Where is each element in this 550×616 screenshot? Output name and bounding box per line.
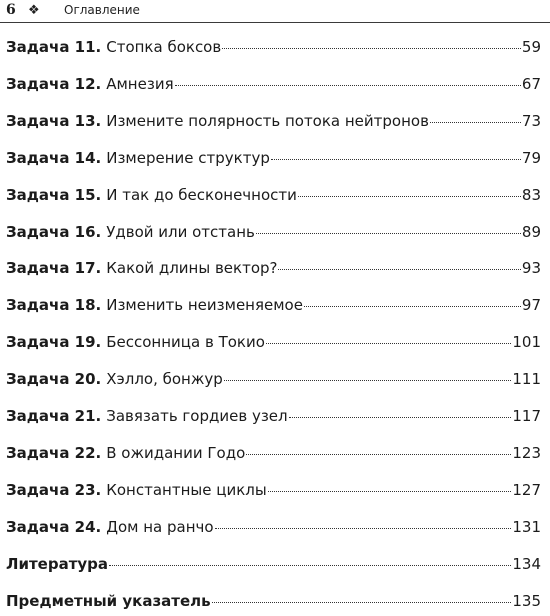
toc-entry-page: 97 (521, 296, 541, 315)
toc-entry[interactable] (6, 75, 541, 97)
dot-leader (224, 379, 512, 381)
toc-entry[interactable] (6, 259, 541, 281)
toc-entry[interactable] (6, 481, 541, 503)
dot-leader (222, 47, 521, 49)
toc-entry-title: Стопка боксов (106, 38, 222, 56)
toc-entry-label: Задача 19. (6, 333, 102, 352)
toc-entry-title: Завязать гордиев узел (106, 407, 288, 425)
toc-entry-label: Задача 14. (6, 148, 102, 167)
toc-entry-label: Задача 23. (6, 480, 102, 499)
dot-leader (271, 158, 521, 160)
toc-entry[interactable] (6, 555, 541, 577)
toc-entry-label: Предметный указатель (6, 591, 211, 610)
ornament-icon: ❖ (28, 2, 40, 18)
toc-entry-page: 89 (521, 222, 541, 241)
toc-entry-page: 79 (521, 148, 541, 167)
toc-entry-page: 123 (512, 443, 541, 462)
toc-entry-label: Задача 17. (6, 259, 102, 278)
dot-leader (175, 84, 521, 86)
header-rule (0, 22, 550, 23)
toc-entry[interactable] (6, 186, 541, 208)
toc-entry[interactable] (6, 444, 541, 466)
toc-entry[interactable] (6, 370, 541, 392)
toc-entry-page: 83 (521, 185, 541, 204)
toc-entry[interactable] (6, 112, 541, 134)
toc-entry-label: Задача 20. (6, 370, 102, 389)
toc-entry-title: Измерение структур (106, 148, 270, 167)
toc-entry-page: 135 (512, 591, 541, 610)
toc-entry-title: Константные циклы (106, 480, 267, 499)
toc-entry[interactable] (6, 407, 541, 429)
dot-leader (266, 342, 511, 344)
toc-entry-label: Задача 12. (6, 74, 102, 93)
toc-entry-page: 59 (521, 38, 541, 56)
toc-entry-label: Задача 18. (6, 296, 102, 315)
toc-entry-title: Какой длины вектор? (106, 259, 278, 278)
toc-entry-page: 67 (521, 74, 541, 93)
toc-entry[interactable] (6, 592, 541, 614)
toc-entry[interactable] (6, 518, 541, 540)
toc-entry-label: Задача 13. (6, 111, 102, 130)
toc-entry-title: Амнезия (106, 74, 174, 93)
toc-entry[interactable] (6, 149, 541, 171)
toc-entry-title: И так до бесконечности (106, 185, 297, 204)
toc-entry[interactable] (6, 296, 541, 318)
toc-entry[interactable] (6, 38, 541, 60)
toc-entry-label: Задача 22. (6, 443, 102, 462)
dot-leader (215, 527, 512, 529)
toc-entry-label: Задача 21. (6, 407, 102, 425)
dot-leader (109, 564, 511, 566)
toc-entry-page: 73 (521, 111, 541, 130)
running-header (6, 0, 140, 20)
toc-entry-page: 127 (512, 480, 541, 499)
toc-entry-page: 131 (512, 517, 541, 536)
dot-leader (304, 305, 521, 307)
dot-leader (246, 453, 511, 455)
toc-entry-label: Задача 11. (6, 38, 102, 56)
toc-entry-title: Хэлло, бонжур (106, 370, 223, 389)
toc-entry[interactable] (6, 333, 541, 355)
dot-leader (212, 601, 512, 603)
toc-entry-title: Удвой или отстань (106, 222, 255, 241)
toc-entry-label: Задача 15. (6, 185, 102, 204)
toc-entry-title: Дом на ранчо (106, 517, 214, 536)
toc-entry-title: Бессонница в Токио (106, 333, 265, 352)
toc-entry-page: 93 (521, 259, 541, 278)
toc-entry-title: Изменить неизменяемое (106, 296, 303, 315)
toc-entry-label: Задача 16. (6, 222, 102, 241)
toc-entry-page: 117 (512, 407, 541, 425)
dot-leader (298, 195, 521, 197)
dot-leader (289, 416, 512, 418)
toc-entry-label: Задача 24. (6, 517, 102, 536)
dot-leader (268, 490, 512, 492)
dot-leader (256, 232, 521, 234)
toc-entry[interactable] (6, 223, 541, 245)
toc-entry-page: 101 (512, 333, 541, 352)
page-number: 6 (6, 2, 16, 18)
dot-leader (278, 268, 520, 270)
toc-entry-page: 134 (512, 554, 541, 573)
toc-entry-page: 111 (512, 370, 541, 389)
toc-entry-title: В ожидании Годо (106, 443, 246, 462)
dot-leader (430, 121, 521, 123)
toc-entry-label: Литература (6, 554, 109, 573)
toc-entry-title: Измените полярность потока нейтронов (106, 111, 429, 130)
running-title: Оглавление (64, 3, 140, 17)
